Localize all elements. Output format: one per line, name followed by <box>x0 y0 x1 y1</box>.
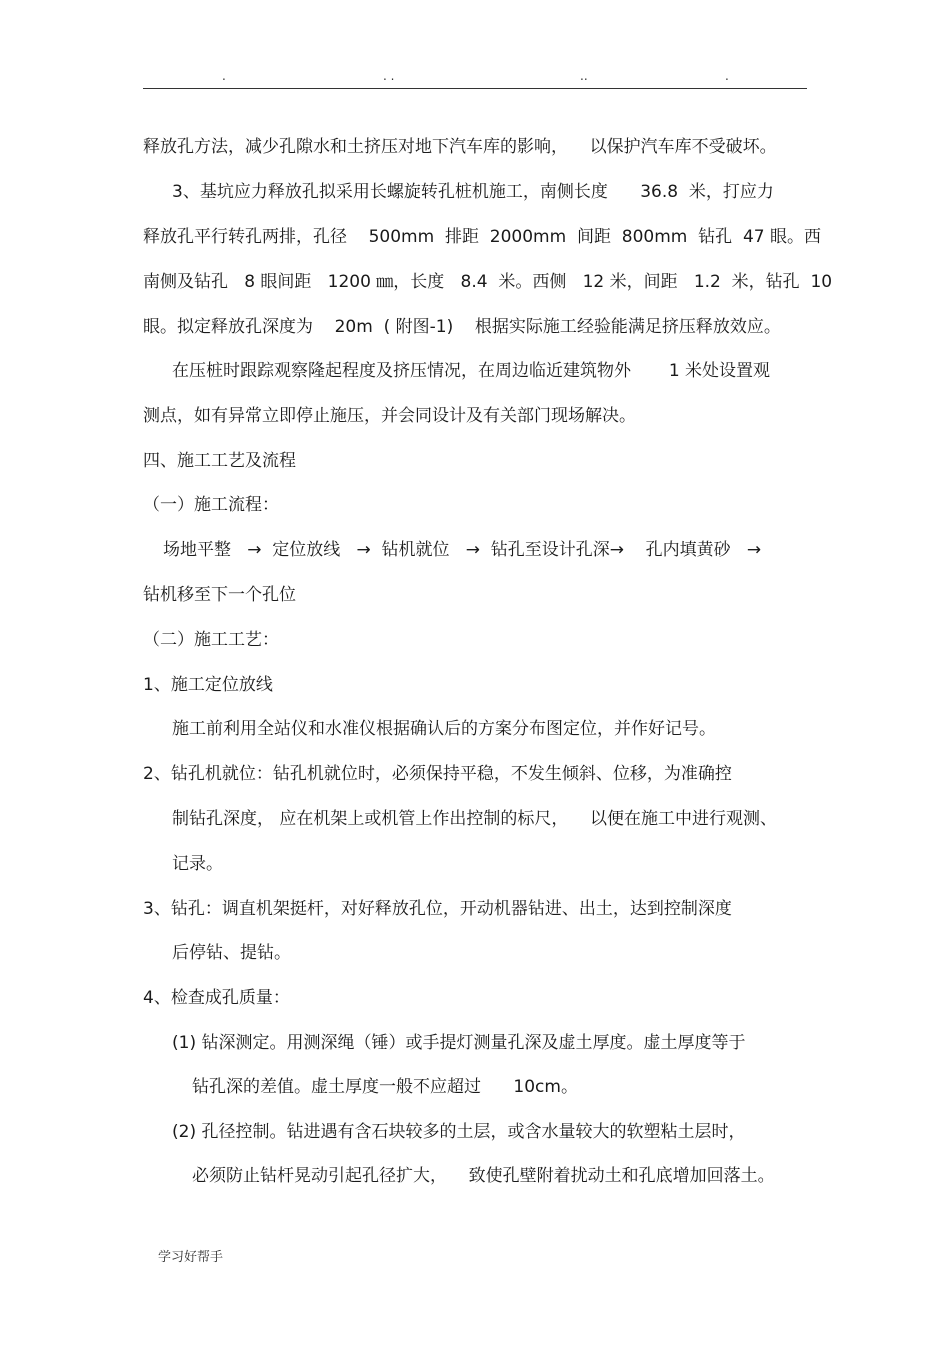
header-marks <box>0 70 950 84</box>
list-item: 2、钻孔机就位：钻孔机就位时，必须保持平稳，不发生倾斜、位移，为准确控 <box>143 764 732 784</box>
paragraph-line: 测点，如有异常立即停止施压，并会同设计及有关部门现场解决。 <box>143 406 636 426</box>
list-item: 4、检查成孔质量： <box>143 988 290 1008</box>
sub-list-item: (2) 孔径控制。钻进遇有含石块较多的土层，或含水量较大的软塑粘土层时， <box>172 1122 746 1142</box>
paragraph-line: 钻孔深的差值。虚土厚度一般不应超过 10cm。 <box>192 1077 578 1097</box>
header-dot: . <box>725 69 729 83</box>
sub-list-item: (1) 钻深测定。用测深绳（锤）或手提灯测量孔深及虚土厚度。虚土厚度等于 <box>172 1033 746 1053</box>
paragraph-line: 后停钻、提钻。 <box>172 943 291 963</box>
paragraph-line: 眼。拟定释放孔深度为 20m ( 附图-1) 根据实际施工经验能满足挤压释放效应。 <box>143 317 781 337</box>
subsection-heading: （一）施工流程： <box>143 495 279 515</box>
page-footer: 学习好帮手 <box>158 1250 224 1265</box>
header-rule <box>143 88 807 89</box>
paragraph-line: 制钻孔深度， 应在机架上或机管上作出控制的标尺， 以便在施工中进行观测、 <box>172 809 778 829</box>
paragraph-line: 南侧及钻孔 8 眼间距 1200 ㎜，长度 8.4 米。西侧 12 米，间距 1.2 米，钻孔 10 <box>143 272 833 292</box>
header-dot: .. <box>580 69 588 83</box>
paragraph-line: 释放孔平行转孔两排，孔径 500mm 排距 2000mm 间距 800mm 钻孔 47 眼。西 <box>143 227 822 247</box>
paragraph-line: 释放孔方法，减少孔隙水和土挤压对地下汽车库的影响， 以保护汽车库不受破坏。 <box>143 137 777 157</box>
subsection-heading: （二）施工工艺： <box>143 630 279 650</box>
header-dot: . <box>222 69 226 83</box>
header-dot: . . <box>383 69 395 83</box>
paragraph-line: 施工前利用全站仪和水准仪根据确认后的方案分布图定位，并作好记号。 <box>172 719 716 739</box>
paragraph-line: 在压桩时跟踪观察隆起程度及挤压情况，在周边临近建筑物外 1 米处设置观 <box>172 361 771 381</box>
process-flow: 场地平整 → 定位放线 → 钻机就位 → 钻孔至设计孔深→ 孔内填黄砂 → <box>163 540 762 560</box>
paragraph-line: 必须防止钻杆晃动引起孔径扩大， 致使孔壁附着扰动土和孔底增加回落土。 <box>192 1166 775 1186</box>
list-item: 1、施工定位放线 <box>143 675 273 695</box>
list-item: 3、钻孔：调直机架挺杆，对好释放孔位，开动机器钻进、出土，达到控制深度 <box>143 899 732 919</box>
process-flow: 钻机移至下一个孔位 <box>143 585 296 605</box>
paragraph-line: 记录。 <box>172 854 223 874</box>
section-heading: 四、施工工艺及流程 <box>143 451 296 471</box>
paragraph-line: 3、基坑应力释放孔拟采用长螺旋转孔桩机施工，南侧长度 36.8 米，打应力 <box>172 182 774 202</box>
